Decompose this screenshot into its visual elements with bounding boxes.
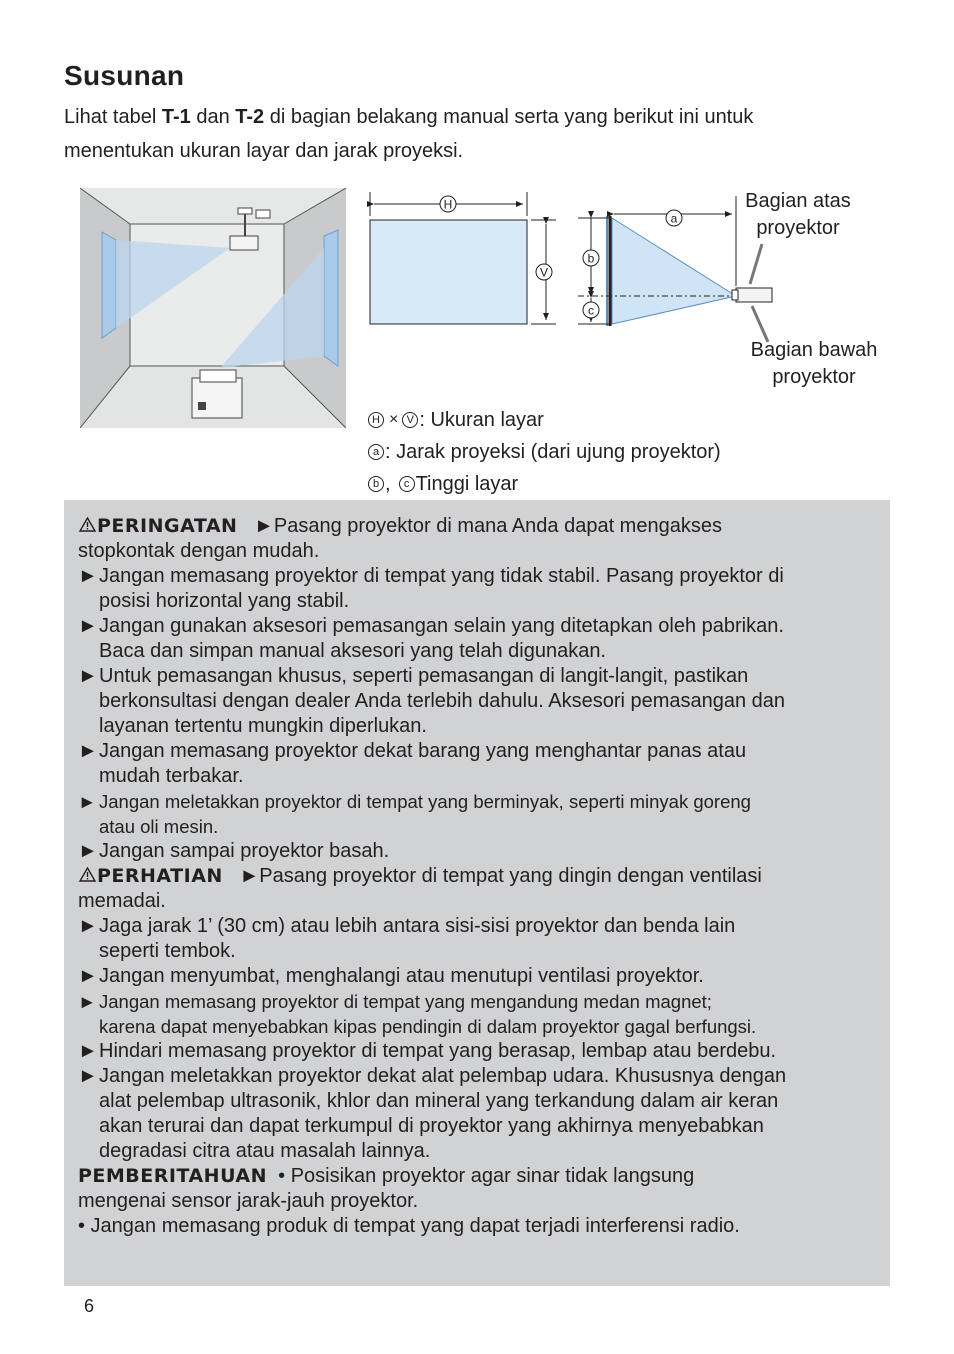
list-item: ►Untuk pemasangan khusus, seperti pemasangan di langit-langit, pastikan — [78, 665, 749, 687]
list-item: ►Jangan meletakkan proyektor dekat alat pelembap udara. Khususnya dengan — [78, 1065, 787, 1087]
notice-line: mengenai sensor jarak-jauh proyektor. — [78, 1190, 419, 1212]
safety-notice-box — [64, 500, 890, 1286]
caution-heading-line: PERHATIAN ►Pasang proyektor di tempat yang dingin dengan ventilasi — [78, 864, 762, 889]
intro-text: Lihat tabel — [64, 106, 162, 128]
notice-line: posisi horizontal yang stabil. — [99, 590, 350, 612]
legend-projection-distance: a : Jarak proyeksi (dari ujung proyektor) — [368, 440, 721, 464]
notice-line: memadai. — [78, 890, 166, 912]
legend-screen-size: H × V : Ukuran layar — [368, 408, 544, 432]
list-item: ►Jangan menyumbat, menghalangi atau menutupi ventilasi proyektor. — [78, 965, 704, 987]
table-ref-t2: T-2 — [235, 106, 265, 128]
warning-icon — [78, 867, 97, 882]
notice-label: PEMBERITAHUAN — [78, 1165, 268, 1187]
v-mark: V — [539, 265, 549, 280]
intro-text: menentukan ukuran layar dan jarak proyeksi. — [64, 140, 464, 162]
bullet-arrow-icon: ► — [78, 1065, 98, 1087]
list-item: ►Hindari memasang proyektor di tempat yang berasap, lembap atau berdebu. — [78, 1040, 777, 1062]
top-of-projector-label: Bagian atas proyektor — [745, 190, 851, 239]
a-mark: a — [670, 211, 678, 226]
bullet-arrow-icon: ► — [254, 515, 274, 537]
intro-paragraph — [64, 100, 904, 168]
notice-line: stopkontak dengan mudah. — [78, 540, 320, 562]
c-mark: c — [588, 303, 594, 318]
notice-line: Baca dan simpan manual aksesori yang telah digunakan. — [99, 640, 606, 662]
bottom-of-projector-label: Bagian bawah proyektor — [750, 339, 878, 388]
warning-heading-line: PERINGATAN ►Pasang proyektor di mana Anda dapat mengakses — [78, 514, 722, 539]
h-mark: H — [443, 197, 453, 212]
list-item: ►Jangan sampai proyektor basah. — [78, 840, 390, 862]
notice-heading-line: PEMBERITAHUAN • Posisikan proyektor agar sinar tidak langsung — [78, 1165, 695, 1187]
page-number: 6 — [84, 1296, 95, 1316]
notice-line: berkonsultasi dengan dealer Anda terlebih dahulu. Aksesori pemasangan dan — [99, 690, 786, 712]
bullet-arrow-icon: ► — [78, 840, 98, 862]
notice-line: alat pelembap ultrasonik, khlor dan mineral yang terkandung dalam air keran — [99, 1090, 779, 1112]
b-mark: b — [368, 476, 384, 492]
list-item: ►Jangan gunakan aksesori pemasangan selain yang ditetapkan oleh pabrikan. — [78, 615, 784, 637]
bullet-arrow-icon: ► — [78, 615, 98, 637]
bullet-arrow-icon: ► — [78, 1040, 98, 1062]
table-ref-t1: T-1 — [161, 106, 191, 128]
notice-line: akan terurai dan dapat terkumpul di proyektor yang akhirnya menyebabkan — [99, 1115, 764, 1137]
v-mark: V — [402, 412, 418, 428]
list-item: ► Jangan meletakkan proyektor di tempat yang berminyak, seperti minyak goreng — [78, 791, 751, 812]
list-item: ► Jangan memasang proyektor di tempat yang mengandung medan magnet; — [78, 991, 712, 1012]
bullet-arrow-icon: ► — [239, 865, 260, 887]
notice-line: layanan tertentu mungkin diperlukan. — [99, 715, 427, 737]
bullet-arrow-icon: ► — [78, 965, 98, 987]
bullet-arrow-icon: ► — [78, 665, 98, 687]
c-mark: c — [399, 476, 415, 492]
b-mark: b — [587, 251, 595, 266]
notice-line: degradasi citra atau masalah lainnya. — [99, 1140, 431, 1162]
page-title: Susunan — [64, 60, 185, 91]
room-installation-illustration — [80, 188, 346, 428]
h-mark: H — [368, 412, 384, 428]
intro-text: di bagian belakang manual serta yang berikut ini untuk — [264, 106, 754, 128]
notice-line: atau oli mesin. — [99, 816, 219, 837]
intro-text: dan — [190, 106, 236, 128]
bullet-arrow-icon: ► — [78, 565, 98, 587]
bullet-arrow-icon: ► — [78, 915, 98, 937]
list-item: ►Jangan memasang proyektor di tempat yang tidak stabil. Pasang proyektor di — [78, 565, 784, 587]
times-sign: × — [389, 411, 399, 428]
bullet-arrow-icon: ► — [78, 791, 97, 812]
list-item: ►Jangan memasang proyektor dekat barang yang menghantar panas atau — [78, 740, 747, 762]
legend-screen-height: b , c Tinggi layar — [368, 472, 518, 496]
list-item: ►Jaga jarak 1’ (30 cm) atau lebih antara sisi-sisi proyektor dan benda lain — [78, 915, 736, 937]
notice-line: karena dapat menyebabkan kipas pendingin di dalam proyektor gagal berfungsi. — [99, 1016, 757, 1037]
a-mark: a — [368, 444, 384, 460]
bullet-arrow-icon: ► — [78, 991, 97, 1012]
notice-line: seperti tembok. — [99, 940, 236, 962]
warning-icon — [78, 517, 97, 532]
warning-label: PERINGATAN — [97, 515, 238, 537]
bullet-arrow-icon: ► — [78, 740, 98, 762]
caution-label: PERHATIAN — [97, 865, 223, 887]
notice-line: mudah terbakar. — [99, 765, 244, 787]
notice-line: • Jangan memasang produk di tempat yang dapat terjadi interferensi radio. — [78, 1215, 740, 1237]
